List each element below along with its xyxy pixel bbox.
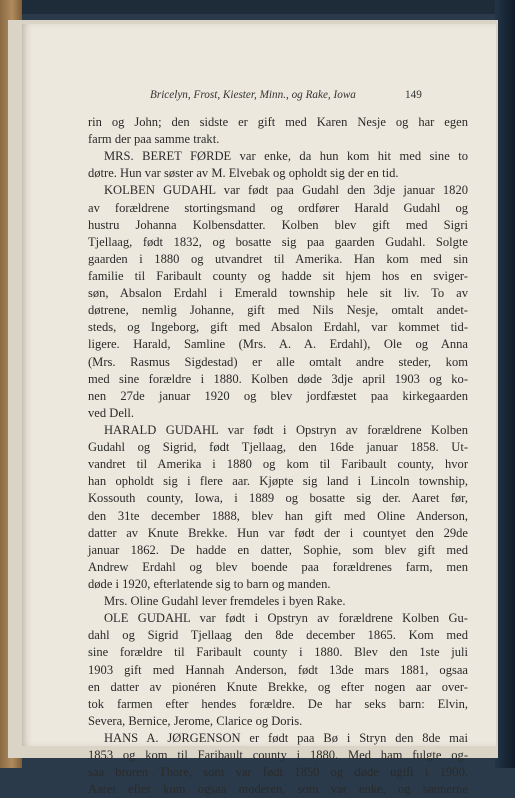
text-line: farm der paa samme trakt.: [88, 132, 220, 147]
text-line: med sine forældre i 1880. Kolben døde 3dje april 1903 og ko-: [88, 371, 468, 386]
text-line: Aaret efter kom ogsaa moderen, som var enke, og sønnerne: [88, 782, 468, 797]
text-line: den 31te december 1888, blev han gift med Oline Anderson,: [88, 508, 468, 523]
text-line: en datter av pionéren Knute Brekke, og efter nogen aar over-: [88, 679, 468, 694]
text-line: søn, Absalon Erdahl i Emerald township hele sit liv. To av: [88, 286, 468, 301]
text-line: Kossouth county, Iowa, i 1889 og bosatte sig der. Aaret før,: [88, 491, 468, 506]
page-number: 149: [405, 89, 422, 101]
text-line: ligere. Harald, Samline (Mrs. A. A. Erdahl), Ole og Anna: [88, 337, 468, 352]
text-line: gaarden i 1880 og utvandret til Amerika. Han kom med sin: [88, 251, 468, 266]
text-line: KOLBEN GUDAHL var født paa Gudahl den 3dje januar 1820: [104, 183, 468, 198]
text-line: han opholdt sig i flere aar. Kjøpte sig land i Lincoln township,: [88, 474, 468, 489]
text-line: 1853 og kom til Faribault county i 1880. Med ham fulgte og-: [88, 748, 468, 763]
text-line: Severa, Bernice, Jerome, Clarice og Doris.: [88, 713, 303, 728]
text-line: ved Dell.: [88, 405, 134, 420]
text-line: vandret til Amerika i 1880 og kom til Faribault county, hvor: [88, 457, 468, 472]
text-line: nen 27de januar 1920 og blev jordfæstet paa kirkegaarden: [88, 388, 468, 403]
book-cover-right: [495, 0, 515, 768]
body-text: [88, 114, 468, 798]
text-line: døtrene, nemlig Johanne, gift med Nils Nesje, omtalt andet-: [88, 303, 468, 318]
text-line: datter av Knute Brekke. Hun var født der i countyet den 29de: [88, 525, 468, 540]
text-line: steds, og Ingeborg, gift med Absalon Erdahl, var kommet tid-: [88, 320, 468, 335]
text-line: Tjellaag, født 1832, og bosatte sig paa gaarden Gudahl. Solgte: [88, 234, 468, 249]
text-line: familie til Faribault county og hadde sit hjem hos en sviger-: [88, 268, 468, 283]
text-line: Mrs. Oline Gudahl lever fremdeles i byen Rake.: [104, 594, 346, 609]
text-line: rin og John; den sidste er gift med Karen Nesje og har egen: [88, 115, 468, 129]
text-line: (Mrs. Rasmus Sigdestad) er alle omtalt andre steder, kom: [88, 354, 468, 369]
text-line: MRS. BERET FØRDE var enke, da hun kom hit med sine to: [104, 149, 468, 164]
text-line: OLE GUDAHL var født i Opstryn av forældrene Kolben Gu-: [104, 611, 468, 626]
text-line: Gudahl og Sigrid, født Tjellaag, den 16de januar 1858. Ut-: [88, 440, 468, 455]
book-cover-top: [0, 0, 515, 14]
text-line: hustru Johanna Kolbensdatter. Kolben blev gift med Sigri: [88, 217, 468, 232]
text-line: tok farmen efter hendes forældre. De har seks barn: Elvin,: [88, 696, 468, 711]
text-line: dahl og Sigrid Tjellaag den 8de december 1865. Kom med: [88, 628, 468, 643]
running-head: Bricelyn, Frost, Kiester, Minn., og Rake, Iowa: [150, 89, 356, 101]
text-line: januar 1862. De hadde en datter, Sophie, som blev gift med: [88, 542, 468, 557]
book-page: [22, 24, 496, 797]
text-line: HARALD GUDAHL var født i Opstryn av forældrene Kolben: [104, 422, 468, 437]
text-line: av forældrene stortingsmand og ordfører Harald Gudahl og: [88, 200, 468, 215]
text-line: døtre. Hun var søster av M. Elvebak og opholdt sig der en tid.: [88, 166, 399, 181]
text-line: HANS A. JØRGENSON er født paa Bø i Stryn den 8de mai: [104, 730, 468, 745]
text-line: 1903 gift med Hannah Anderson, født 13de mars 1881, ogsaa: [88, 662, 468, 677]
text-line: sine forældre til Faribault county i 1880. Blev den 1ste juli: [88, 645, 468, 660]
text-line: døde i 1920, efterlatende sig to barn og manden.: [88, 576, 331, 591]
page-header: [22, 89, 496, 103]
text-line: saa broren Thore, som var født 1850 og døde ugift i 1900.: [88, 765, 468, 780]
text-line: Andrew Erdahl og blev boende paa forældrenes farm, men: [88, 559, 468, 574]
